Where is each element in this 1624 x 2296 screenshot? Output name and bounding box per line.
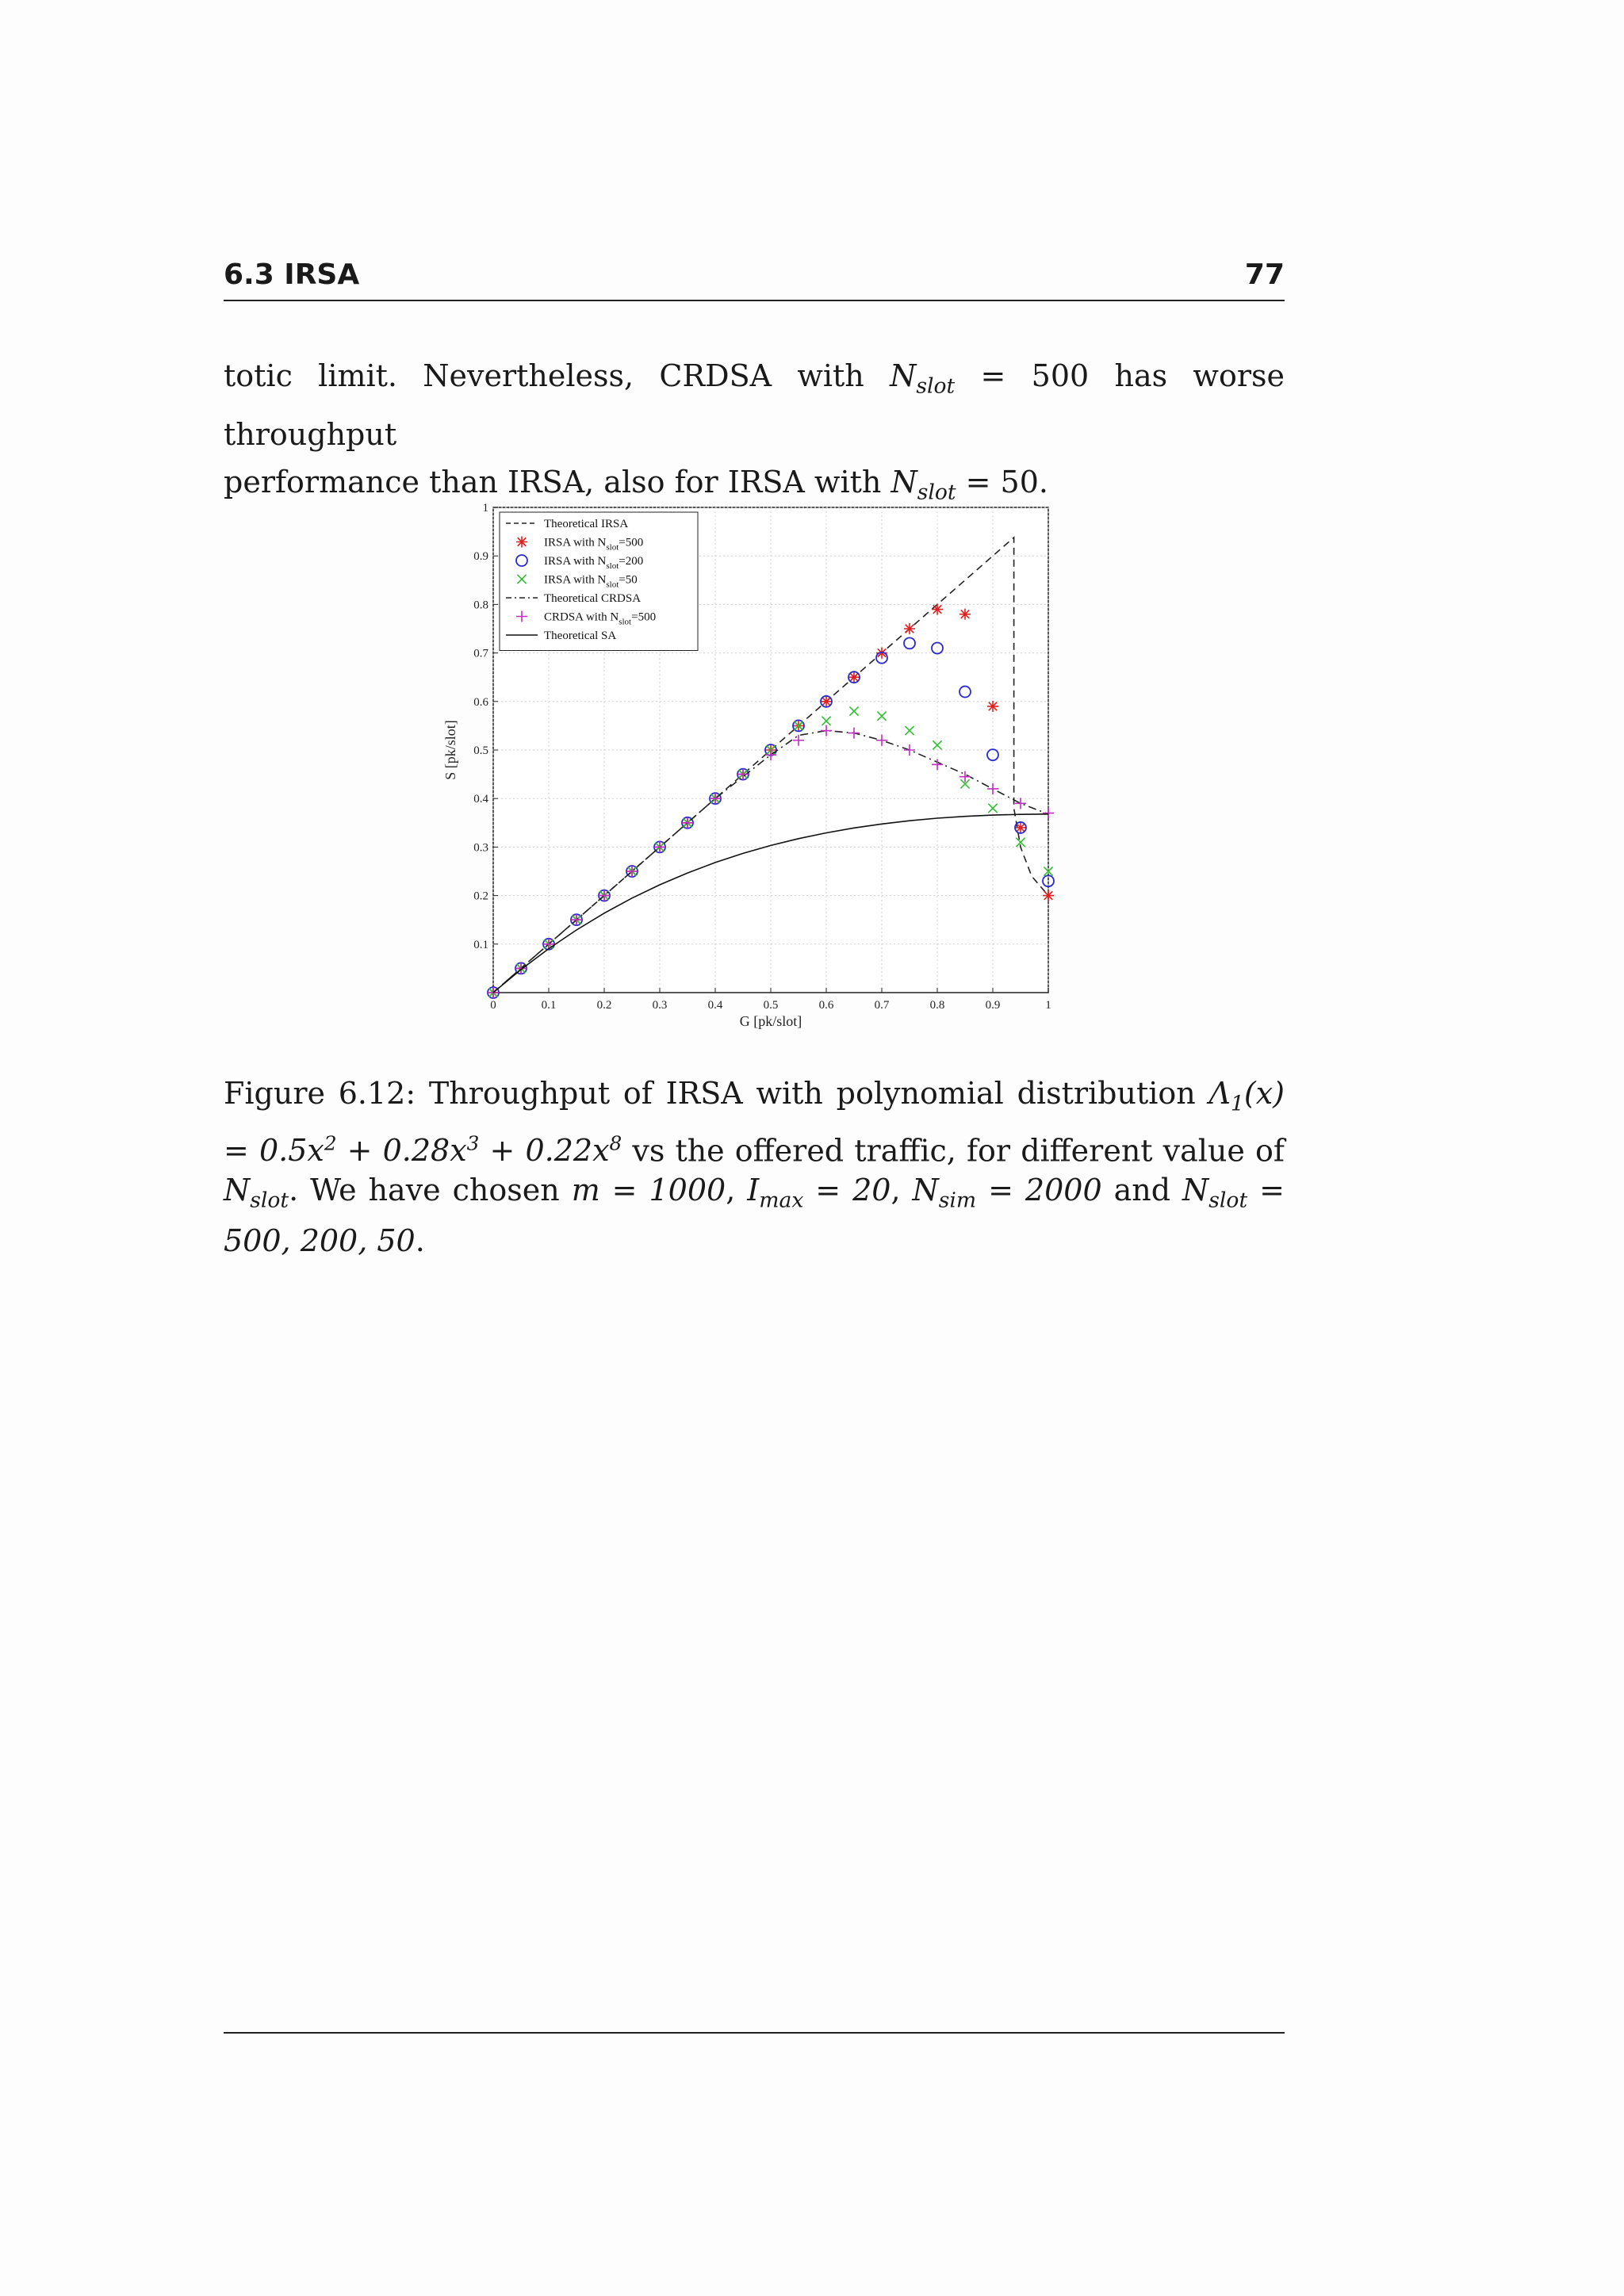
- running-header: [224, 258, 1285, 301]
- body-paragraph: [224, 352, 1285, 516]
- x-tick-label: 0.8: [929, 999, 945, 1012]
- series-1-point: [987, 701, 998, 712]
- y-tick-label: 0.8: [473, 599, 488, 612]
- y-tick-label: 0.2: [473, 890, 488, 903]
- y-tick-label: 1: [482, 502, 488, 515]
- series-1-point: [959, 609, 971, 620]
- lambda-expression: $\Lambda_1(x) = 0.5x^2 + 0.28x^3 + 0.22x^8$: [224, 1076, 1285, 1169]
- x-tick-label: 0.7: [874, 999, 890, 1012]
- legend-label: CRDSA with $N_{slot}=500$: [544, 610, 657, 627]
- x-tick-label: 0.6: [818, 999, 834, 1012]
- math-nslot: $N_{slot}$: [224, 1173, 289, 1213]
- x-tick-label: 0.9: [985, 999, 1001, 1012]
- y-tick-label: 0.4: [473, 793, 488, 806]
- x-tick-label: 0.1: [541, 999, 557, 1012]
- math-imax: $I_{max} = 20$: [747, 1173, 891, 1213]
- text-run: totic limit. Nevertheless, CRDSA with: [224, 358, 891, 393]
- text-run: .: [1038, 464, 1048, 499]
- y-tick-label: 0.7: [473, 647, 488, 660]
- math-eq: = 50: [956, 464, 1039, 499]
- caption-text: . We have chosen: [289, 1173, 572, 1208]
- page-number: 77: [1244, 258, 1285, 291]
- caption-text: and: [1101, 1173, 1183, 1208]
- legend-label: Theoretical SA: [544, 629, 617, 642]
- x-tick-label: 1: [1045, 999, 1051, 1012]
- y-tick-label: 0.3: [473, 841, 488, 855]
- legend-swatch-marker: [516, 537, 527, 548]
- text-run: has worse throughput: [224, 358, 1285, 452]
- section-title: 6.3 IRSA: [224, 258, 360, 291]
- x-tick-label: 0.5: [763, 999, 779, 1012]
- series-1-point: [904, 623, 915, 634]
- x-tick-label: 0.2: [596, 999, 612, 1012]
- y-tick-label: 0.9: [473, 550, 488, 564]
- text-run: performance than IRSA, also for IRSA with: [224, 464, 891, 499]
- figure-6-12: [428, 499, 1078, 1054]
- y-tick-label: 0.1: [473, 938, 488, 951]
- y-tick-label: 0.6: [473, 695, 488, 709]
- legend-label: IRSA with $N_{slot}=500$: [544, 536, 644, 553]
- math-nslot-values: $N_{slot} = 500$, 200, 50: [224, 1173, 1285, 1258]
- footer-rule: [224, 2032, 1285, 2034]
- math-eq: = 500: [955, 358, 1090, 393]
- throughput-chart: [428, 499, 1078, 1054]
- x-axis-label: G [pk/slot]: [739, 1013, 802, 1029]
- series-1-point: [932, 604, 943, 615]
- math-m: m = 1000: [571, 1173, 726, 1208]
- caption-text: Throughput of IRSA with polynomial distribution: [416, 1076, 1209, 1111]
- caption-text: vs the offered traffic, for different value of: [622, 1133, 1285, 1169]
- x-tick-label: 0.3: [652, 999, 668, 1012]
- legend-label: Theoretical CRDSA: [544, 592, 642, 605]
- caption-label: Figure 6.12:: [224, 1076, 416, 1111]
- legend-label: IRSA with $N_{slot}=50$: [544, 573, 638, 590]
- paragraph-line-1: [224, 352, 1285, 458]
- math-nslot: $N_{slot}$: [891, 464, 956, 505]
- y-tick-label: 0.5: [473, 744, 488, 757]
- legend-label: IRSA with $N_{slot}=200$: [544, 555, 644, 571]
- math-nslot: $N_{slot}$: [890, 358, 956, 399]
- x-tick-label: 0.4: [707, 999, 723, 1012]
- legend-label: Theoretical IRSA: [544, 518, 629, 530]
- math-nsim: $N_{sim} = 2000$: [912, 1173, 1102, 1213]
- x-tick-label: 0: [490, 999, 496, 1012]
- series-1-point: [1043, 890, 1054, 901]
- y-axis-label: S [pk/slot]: [442, 720, 458, 780]
- figure-caption: Figure 6.12: Throughput of IRSA with polynomial distribution $\Lambda_1(x) = 0.5x^2 + 0.28x^3 + 0.22x^8$ vs the offered traffic, for different value of $N_{slot}$. We have chosen m = 1000, $I_{max} = 20$, $N_{sim} = 2000$ and $N_{slot} = 500$, 200, 50.: [224, 1076, 1285, 1258]
